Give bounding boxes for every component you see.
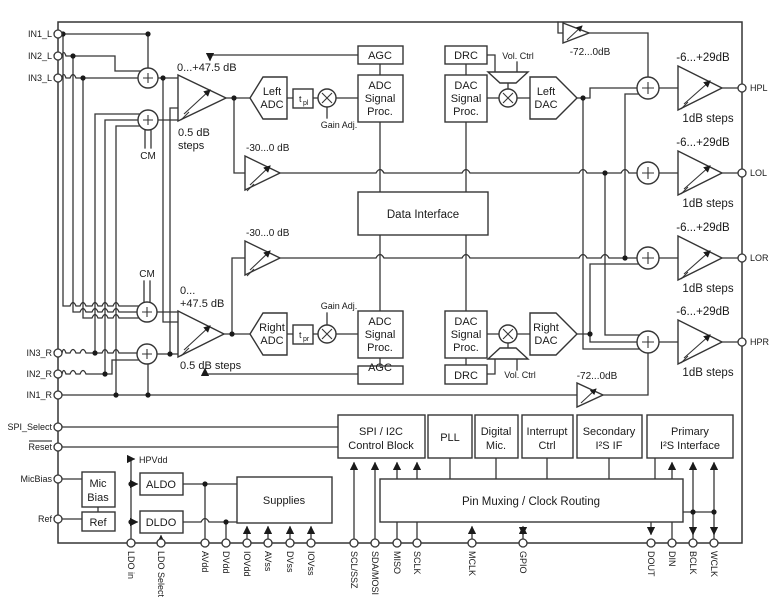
dac-sp-top-label-1: DAC bbox=[454, 80, 478, 92]
left-dac-label-1: Left bbox=[536, 86, 556, 98]
lor-steps-label: 1dB steps bbox=[682, 283, 734, 295]
pga-right-gain-label-2: +47.5 dB bbox=[180, 298, 225, 310]
multiplier-adc-left bbox=[318, 89, 336, 107]
pin-label-micbias: MicBias bbox=[20, 474, 52, 484]
pin-sclk bbox=[413, 539, 421, 547]
bypass-amp-top-label: -72...0dB bbox=[569, 47, 611, 58]
pin-label-dvdd: DVdd bbox=[221, 551, 231, 574]
pin-label-din: DIN bbox=[667, 551, 677, 567]
pin-label-in1r: IN1_R bbox=[26, 390, 52, 400]
right-adc-label-2: ADC bbox=[260, 335, 284, 347]
hpvdd-label: HPVdd bbox=[139, 455, 168, 465]
gain-adj-bottom-label: Gain Adj. bbox=[320, 301, 358, 311]
pin-ldo-select bbox=[157, 539, 165, 547]
adc-sp-bottom-label-3: Proc. bbox=[367, 342, 393, 354]
left-dac-label-2: DAC bbox=[534, 99, 558, 111]
dac-sp-top-label-2: Signal bbox=[450, 93, 482, 105]
pin-label-ref: Ref bbox=[37, 514, 52, 524]
adc-sp-top-label-2: Signal bbox=[364, 93, 396, 105]
digital-mic-label-1: Digital bbox=[480, 426, 512, 438]
pin-label-in1l: IN1_L bbox=[27, 29, 52, 39]
drc-top-label: DRC bbox=[454, 50, 478, 62]
vol-ctrl-trapezoid-top bbox=[488, 72, 528, 83]
summer-hpr bbox=[637, 331, 659, 353]
pin-label-wclk: WCLK bbox=[709, 551, 719, 578]
t-pl-sub-label: pl bbox=[303, 100, 309, 107]
ref-label: Ref bbox=[89, 517, 107, 529]
adc-sp-bottom-label-2: Signal bbox=[364, 329, 396, 341]
pin-label-avss: AVss bbox=[263, 551, 273, 572]
summer-right-2 bbox=[137, 344, 157, 364]
pin-label-lor: LOR bbox=[750, 253, 769, 263]
right-adc-label-1: Right bbox=[259, 322, 285, 334]
pin-scl-ssz bbox=[350, 539, 358, 547]
pin-hpl bbox=[738, 84, 746, 92]
summer-lol bbox=[637, 162, 659, 184]
line-amp-left-label: -30...0 dB bbox=[246, 143, 290, 154]
pin-in1r bbox=[54, 391, 62, 399]
cm-bottom-label: CM bbox=[139, 269, 155, 280]
mic-bias-label-1: Mic bbox=[89, 478, 107, 490]
lor-gain-label: -6...+29dB bbox=[676, 222, 730, 234]
t-pr-sub-label: pr bbox=[303, 336, 310, 343]
pin-label-in3l: IN3_L bbox=[27, 73, 52, 83]
pin-muxing-label: Pin Muxing / Clock Routing bbox=[461, 496, 601, 508]
mic-bias-label-2: Bias bbox=[87, 492, 109, 504]
pin-micbias bbox=[54, 475, 62, 483]
dldo-label: DLDO bbox=[145, 517, 177, 529]
pin-label-iovdd: IOVdd bbox=[242, 551, 252, 577]
bypass-amp-top bbox=[563, 23, 589, 43]
pin-reset bbox=[54, 443, 62, 451]
dac-sp-top-label-3: Proc. bbox=[453, 106, 479, 118]
pin-label-reset: Reset bbox=[28, 442, 52, 452]
pin-in2l bbox=[54, 52, 62, 60]
hpl-gain-label: -6...+29dB bbox=[676, 52, 730, 64]
adc-sp-bottom-label-1: ADC bbox=[368, 316, 392, 328]
pin-miso bbox=[393, 539, 401, 547]
vol-ctrl-trapezoid-bottom bbox=[488, 348, 528, 359]
pin-label-sclk: SCLK bbox=[412, 551, 422, 575]
pin-label-in3r: IN3_R bbox=[26, 348, 52, 358]
right-adc-block bbox=[250, 313, 287, 355]
primary-i2s-label-2: I²S Interface bbox=[660, 440, 720, 452]
pin-label-dout: DOUT bbox=[646, 551, 656, 577]
right-dac-block bbox=[530, 313, 577, 355]
multiplier-dac-left bbox=[499, 89, 517, 107]
dac-sp-bottom-label-1: DAC bbox=[454, 316, 478, 328]
pin-label-iovss: IOVss bbox=[306, 551, 316, 576]
pin-bclk bbox=[689, 539, 697, 547]
pll-label: PLL bbox=[440, 432, 460, 444]
pin-label-bclk: BCLK bbox=[688, 551, 698, 575]
pin-dvdd bbox=[222, 539, 230, 547]
pin-label-spi-select: SPI_Select bbox=[7, 422, 52, 432]
t-pl-label: t bbox=[299, 94, 302, 104]
pin-mclk bbox=[468, 539, 476, 547]
pin-dout bbox=[647, 539, 655, 547]
right-dac-label-2: DAC bbox=[534, 335, 558, 347]
pin-spi-select bbox=[54, 423, 62, 431]
pin-label-miso: MISO bbox=[392, 551, 402, 575]
dac-sp-bottom-label-2: Signal bbox=[450, 329, 482, 341]
pin-label-in2r: IN2_R bbox=[26, 369, 52, 379]
pin-label-scl-ssz: SCL/SSZ bbox=[349, 551, 359, 589]
pin-din bbox=[668, 539, 676, 547]
left-adc-label-1: Left bbox=[262, 86, 282, 98]
pin-label-ldo-select: LDO Select bbox=[156, 551, 166, 598]
gain-adj-top-label: Gain Adj. bbox=[320, 120, 358, 130]
pin-label-gpio: GPIO bbox=[518, 551, 528, 574]
pin-avdd bbox=[201, 539, 209, 547]
pin-wclk bbox=[710, 539, 718, 547]
drc-bottom-label: DRC bbox=[454, 370, 478, 382]
summer-hpl bbox=[637, 77, 659, 99]
pin-in3l bbox=[54, 74, 62, 82]
aldo-label: ALDO bbox=[146, 479, 176, 491]
left-adc-label-2: ADC bbox=[260, 99, 284, 111]
hpr-steps-label: 1dB steps bbox=[682, 367, 734, 379]
left-dac-block bbox=[530, 77, 577, 119]
blocks bbox=[82, 23, 733, 533]
t-pr-label: t bbox=[299, 330, 302, 340]
pin-lol bbox=[738, 169, 746, 177]
pin-label-lol: LOL bbox=[750, 168, 768, 178]
supplies-label: Supplies bbox=[262, 495, 306, 507]
adc-sp-top-label-3: Proc. bbox=[367, 106, 393, 118]
pga-left-gain-label: 0...+47.5 dB bbox=[177, 62, 237, 74]
summer-left-2 bbox=[138, 110, 158, 130]
multiplier-dac-right bbox=[499, 325, 517, 343]
pin-label-dvss: DVss bbox=[285, 551, 295, 573]
dac-sp-bottom-label-3: Proc. bbox=[453, 342, 479, 354]
hpr-gain-label: -6...+29dB bbox=[676, 306, 730, 318]
pin-avss bbox=[264, 539, 272, 547]
digital-mic-label-2: Mic. bbox=[485, 440, 507, 452]
pin-in2r bbox=[54, 370, 62, 378]
pin-lor bbox=[738, 254, 746, 262]
data-interface-label: Data Interface bbox=[386, 209, 460, 221]
pin-label-hpr: HPR bbox=[750, 337, 770, 347]
pin-iovdd bbox=[243, 539, 251, 547]
right-dac-label-1: Right bbox=[533, 322, 559, 334]
pin-label-ldo-in: LDO in bbox=[126, 551, 136, 580]
pin-dvss bbox=[286, 539, 294, 547]
secondary-i2s-label-2: I²S IF bbox=[595, 440, 623, 452]
vol-ctrl-bottom-label: Vol. Ctrl bbox=[504, 370, 536, 380]
interrupt-ctrl-label-1: Interrupt bbox=[526, 426, 568, 438]
hpl-steps-label: 1dB steps bbox=[682, 113, 734, 125]
lol-steps-label: 1dB steps bbox=[682, 198, 734, 210]
pin-gpio bbox=[519, 539, 527, 547]
pin-iovss bbox=[307, 539, 315, 547]
left-adc-block bbox=[250, 77, 287, 119]
agc-bottom-label: AGC bbox=[368, 362, 392, 374]
summer-left-1 bbox=[138, 68, 158, 88]
pin-label-avdd: AVdd bbox=[200, 551, 210, 573]
adc-sp-top-label-1: ADC bbox=[368, 80, 392, 92]
summer-lor bbox=[637, 247, 659, 269]
pin-in3r bbox=[54, 349, 62, 357]
pga-right-steps-label: 0.5 dB steps bbox=[180, 360, 242, 372]
pin-ref bbox=[54, 515, 62, 523]
cm-top-label: CM bbox=[140, 151, 156, 162]
pga-left-steps-label-2: steps bbox=[178, 140, 205, 152]
spi-i2c-label-2: Control Block bbox=[348, 440, 414, 452]
lol-gain-label: -6...+29dB bbox=[676, 137, 730, 149]
secondary-i2s-label-1: Secondary bbox=[582, 426, 636, 438]
pin-hpr bbox=[738, 338, 746, 346]
pin-ldo-in bbox=[127, 539, 135, 547]
pin-label-sda-mosi: SDA/MOSI bbox=[370, 551, 380, 596]
agc-top-label: AGC bbox=[368, 50, 392, 62]
summer-right-1 bbox=[137, 302, 157, 322]
interrupt-ctrl-label-2: Ctrl bbox=[538, 440, 556, 452]
vol-ctrl-top-label: Vol. Ctrl bbox=[502, 51, 534, 61]
pin-label-in2l: IN2_L bbox=[27, 51, 52, 61]
pin-label-hpl: HPL bbox=[750, 83, 768, 93]
pin-in1l bbox=[54, 30, 62, 38]
spi-i2c-label-1: SPI / I2C bbox=[358, 426, 404, 438]
line-amp-right-label: -30...0 dB bbox=[246, 228, 290, 239]
pga-left-steps-label-1: 0.5 dB bbox=[178, 127, 210, 139]
pga-right-gain-label-1: 0... bbox=[180, 285, 196, 297]
bypass-amp-bottom-label: -72...0dB bbox=[576, 371, 618, 382]
multiplier-adc-right bbox=[318, 325, 336, 343]
pin-label-mclk: MCLK bbox=[467, 551, 477, 577]
pin-sda-mosi bbox=[371, 539, 379, 547]
primary-i2s-label-1: Primary bbox=[671, 426, 709, 438]
